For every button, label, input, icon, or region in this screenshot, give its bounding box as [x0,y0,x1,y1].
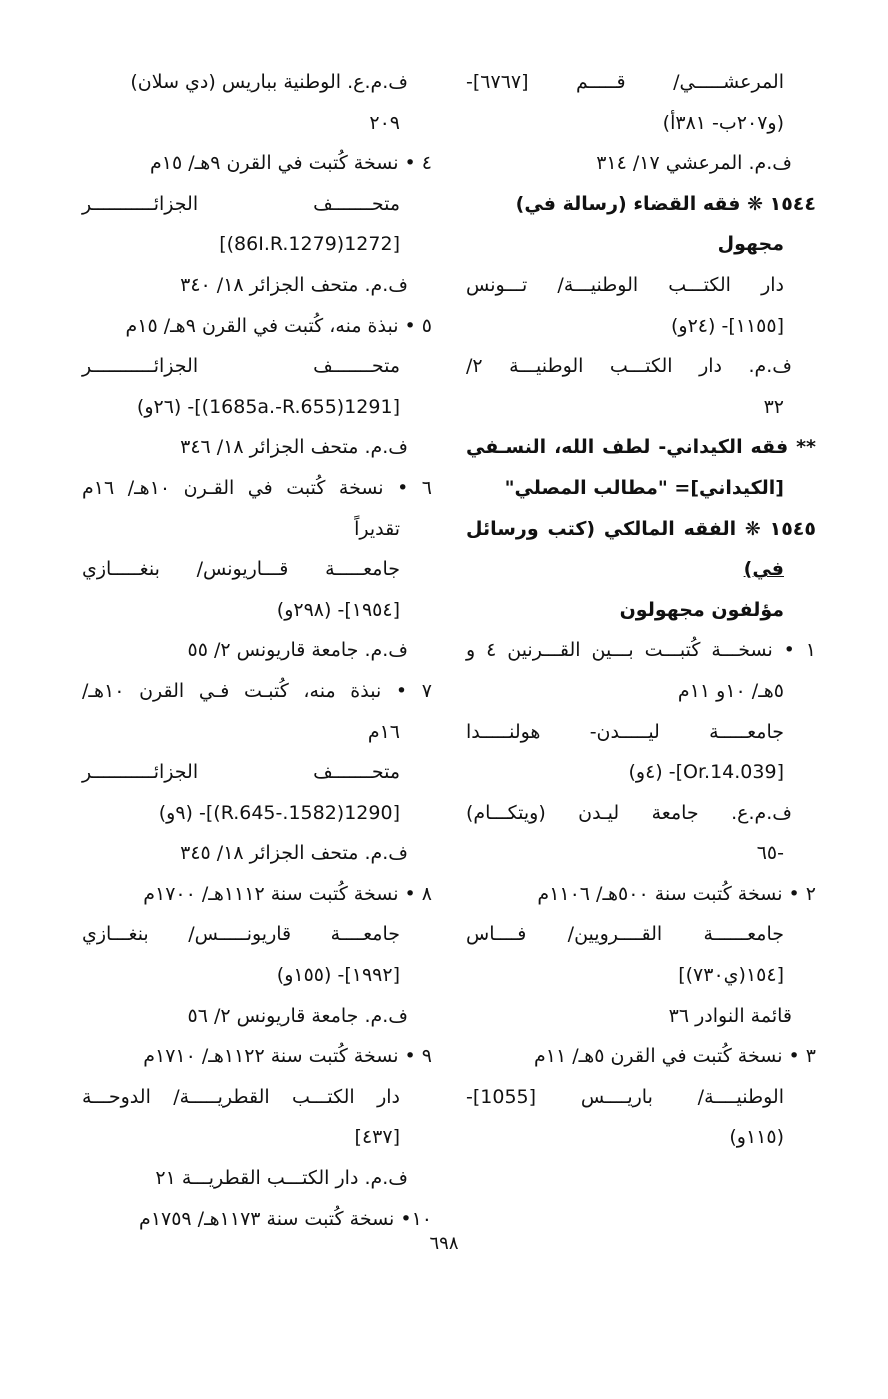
text-line: (و٢٠٧ب- ٣٨١أ) [662,111,784,134]
text-line: ٩ • نسخة كُتبت سنة ١١٢٢هـ/ ١٧١٠م [143,1045,432,1068]
text-line: ف.م.ع. الوطنية بباريس (دي سلان) [130,71,408,93]
text-line: ف.م. المرعشي ١٧/ ٣١٤ [596,152,792,175]
page-number: ٦٩٨ [429,1233,459,1254]
text-line: متحـــــــف الجزائـــــــــــر [82,761,400,784]
text-line: ف.م. متحف الجزائر ١٨/ ٣٤٥ [180,842,408,865]
text-line: ٧ • نبذة منه، كُتبـت فـي القرن ١٠هـ/ [82,679,432,702]
text-line: ٢٠٩ [369,111,400,134]
text-line: متحـــــــف الجزائـــــــــــر [82,192,400,215]
text-line: ف.م. متحف الجزائر ١٨/ ٣٤٦ [180,436,408,459]
right-column [466,62,816,1158]
text-line: ف.م. متحف الجزائر ١٨/ ٣٤٠ [180,273,408,296]
text-line: ف.م. دار الكتـــب الوطنيـــة ٢/ [466,355,792,378]
text-line: جامعـــــة قـــاريونس/ بنغـــــازي [82,558,400,581]
text-line: [١٩٥٤]- (٢٩٨و) [276,598,400,621]
text-line: في) [743,558,784,581]
text-line: ٤ • نسخة كُتبت في القرن ٩هـ/ ١٥م [150,152,432,175]
text-line: ٣٢ [763,395,784,418]
text-line: [1272(86I.R.1279)] [219,233,400,256]
text-line: ف.م. جامعة قاريونس ٢/ ٥٥ [187,639,408,662]
text-line: [1290(1582.-R.645)]- (٩و) [158,801,400,824]
text-line: [٤٣٧] [354,1126,400,1149]
text-line: الوطنيــــة/ باريــــس [1055]- [466,1085,784,1108]
text-line: [الكيداني]= "مطالب المصلي" [504,476,784,499]
text-line: ٣ • نسخة كُتبت في القرن ٥هـ/ ١١م [534,1045,816,1068]
text-line: (١١٥و) [729,1126,784,1149]
left-column [82,62,432,1239]
text-line: ٥ • نبذة منه، كُتبت في القرن ٩هـ/ ١٥م [125,314,432,337]
text-line: ٨ • نسخة كُتبت سنة ١١١٢هـ/ ١٧٠٠م [143,882,432,905]
text-line: ف.م. جامعة قاريونس ٢/ ٥٦ [187,1004,408,1027]
text-line: ** فقه الكيداني- لطف الله، النسـفي [466,436,816,459]
text-line: متحـــــــف الجزائـــــــــــر [82,355,400,378]
text-line: [١٥٤(ي٧٣٠)] [678,964,784,987]
text-line: جامعـــــة ليـــــدن- هولنـــــدا [466,720,784,743]
text-line: ١٥٤٤ ❋ فقه القضاء (رسالة في) [515,192,816,215]
text-line: ٥هـ/ ١٠و ١١م [677,679,784,702]
text-line: ف.م. دار الكتـــب القطريـــة ٢١ [155,1167,408,1190]
text-line: [١٩٩٢]- (١٥٥و) [276,964,400,987]
text-line: ٦ • نسخة كُتبت في القـرن ١٠هـ/ ١٦م [82,476,433,499]
text-line: ١٦م [367,720,400,743]
text-line: ١٥٤٥ ❋ الفقه المالكي (كتب ورسائل [466,517,816,540]
text-line: مؤلفون مجهولون [619,598,784,621]
text-line: ٢ • نسخة كُتبت سنة ٥٠٠هـ/ ١١٠٦م [537,882,816,905]
text-line: دار الكتـــب القطريـــــة/ الدوحـــة [82,1085,400,1108]
text-line: [١١٥٥]- (٢٤و) [671,314,784,337]
text-line: قائمة النوادر ٣٦ [668,1004,792,1027]
text-line: المرعشـــــي/ قـــــم [٦٧٦٧]- [466,71,784,93]
text-line: جامعــــة قاريونـــــس/ بنغـــازي [82,923,400,946]
text-line: دار الكتـــب الوطنيـــة/ تـــونس [466,273,784,296]
text-line: [Or.14.039]- (٤و) [628,761,784,784]
text-line: تقديراً [354,517,400,540]
text-line: ١ • نسخـــة كُتبـــت بـــين القـــرنين ٤ و [466,639,816,662]
text-line: [1291(1685a.-R.655)]- (٢٦و) [136,395,400,418]
text-line: ف.م.ع. جامعة ليـدن (ويتكـــام) [466,801,792,824]
text-line: ١٠• نسخة كُتبت سنة ١١٧٣هـ/ ١٧٥٩م [139,1207,432,1230]
text-line: جامعــــــة القــــرويين/ فــــاس [466,923,784,946]
text-line: -٦٥ [756,842,784,865]
text-line: مجهول [717,233,784,256]
